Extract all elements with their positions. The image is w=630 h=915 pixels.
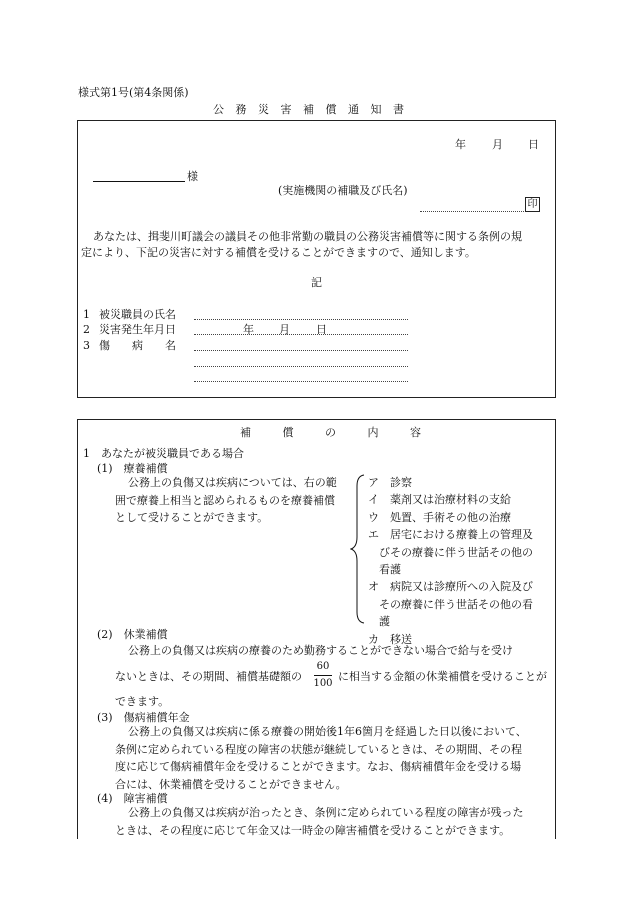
fraction-bar (314, 675, 332, 676)
s1-text-line: として受けることができます。 (115, 511, 269, 525)
s1-list-item: ア 診察 (368, 476, 412, 489)
s1-list-item: オ 病院又は診療所への入院及び (368, 580, 533, 594)
s2-line1: 公務上の負傷又は疾病の療養のため勤務することができない場合で給与を受け (128, 644, 513, 657)
s1-list-item: 護 (368, 615, 390, 629)
s1-list (368, 474, 558, 648)
issuer-signature-line (420, 211, 524, 212)
date-field-month: 月 (279, 323, 290, 336)
item-3-label: 傷 病 名 (99, 339, 176, 352)
left-brace (350, 474, 366, 624)
date-month: 月 (492, 138, 503, 151)
notice-body-line1: あなたは、揖斐川町議会の議員その他非常勤の職員の公務災害補償等に関する条例の規 (93, 230, 522, 243)
s3-text-line: 公務上の負傷又は疾病に係る療養の開始後1年6箇月を経過した日以後において、 (128, 725, 527, 738)
s1-text-line: 公務上の負傷又は疾病については、右の範 (128, 476, 337, 489)
section-1-title: 1 あなたが被災職員である場合 (83, 447, 244, 460)
s1-list-item: 看護 (368, 563, 401, 577)
seal-mark: 印 (525, 197, 540, 212)
form-number: 様式第1号(第4条関係) (78, 86, 189, 99)
item-2-label: 災害発生年月日 (99, 323, 176, 336)
s2-line3: できます。 (115, 695, 170, 708)
date-day: 日 (528, 138, 539, 151)
s4-text (115, 804, 555, 839)
s4-text-line: 公務上の負傷又は疾病が治ったとき、条例に定められている程度の障害が残った (128, 806, 524, 819)
issuer-label: (実施機関の補職及び氏名) (278, 184, 408, 197)
s4-heading: (4) 障害補償 (97, 792, 168, 805)
addressee-line (93, 181, 185, 182)
content-header: 補 償 の 内 容 (240, 426, 435, 439)
addressee-suffix: 様 (187, 170, 198, 183)
fraction-denominator: 100 (313, 678, 333, 689)
s2-line2a: ないときは、その期間、補償基礎額の (115, 670, 302, 683)
s3-text-line: 条例に定められている程度の障害の状態が継続しているときは、その期間、その程 (115, 742, 522, 756)
item-1-field (194, 319, 408, 320)
s2-heading: (2) 休業補償 (97, 628, 168, 641)
s1-list-item: ウ 処置、手術その他の治療 (368, 510, 511, 524)
s3-text-line: 度に応じて傷病補償年金を受けることができます。なお、傷病補償年金を受ける場 (115, 760, 522, 774)
s3-heading: (3) 傷病補償年金 (97, 711, 190, 724)
s1-text-line: 囲で療養上相当と認められるものを療養補償 (115, 493, 335, 507)
s3-text-line: 合には、休業補償を受けることができません。 (115, 777, 347, 791)
s1-list-item: びその療養に伴う世話その他の (368, 545, 533, 559)
date-year: 年 (455, 138, 466, 151)
item-3-number: 3 (83, 339, 90, 352)
date-field-day: 日 (316, 323, 327, 336)
s3-text (115, 723, 555, 793)
s1-list-item: エ 居宅における療養上の管理及 (368, 528, 533, 542)
ki-heading: 記 (311, 276, 322, 289)
s1-heading: (1) 療養補償 (97, 462, 168, 475)
s1-list-item: カ 移送 (368, 632, 412, 646)
item-3-field-2 (194, 366, 408, 367)
s1-list-item: イ 薬剤又は治療材料の支給 (368, 493, 511, 507)
s1-text (115, 474, 360, 527)
s2-line2b: に相当する金額の休業補償を受けることが (338, 670, 547, 683)
s4-text-line: ときは、その程度に応じて年金又は一時金の障害補償を受けることができます。 (115, 823, 511, 837)
item-1-label: 被災職員の氏名 (99, 308, 176, 321)
form-title: 公 務 災 害 補 償 通 知 書 (213, 103, 408, 116)
item-2-number: 2 (83, 323, 90, 336)
item-2-field (194, 334, 408, 335)
notice-box (77, 120, 556, 398)
fraction-numerator: 60 (316, 661, 330, 672)
date-field-year: 年 (243, 323, 254, 336)
item-3-field-1 (194, 350, 408, 351)
notice-body-line2: 定により、下記の災害に対する補償を受けることができますので、通知します。 (81, 246, 476, 259)
item-3-field-3 (194, 381, 408, 382)
s1-list-item: その療養に伴う世話その他の看 (368, 597, 533, 611)
item-1-number: 1 (83, 308, 90, 321)
